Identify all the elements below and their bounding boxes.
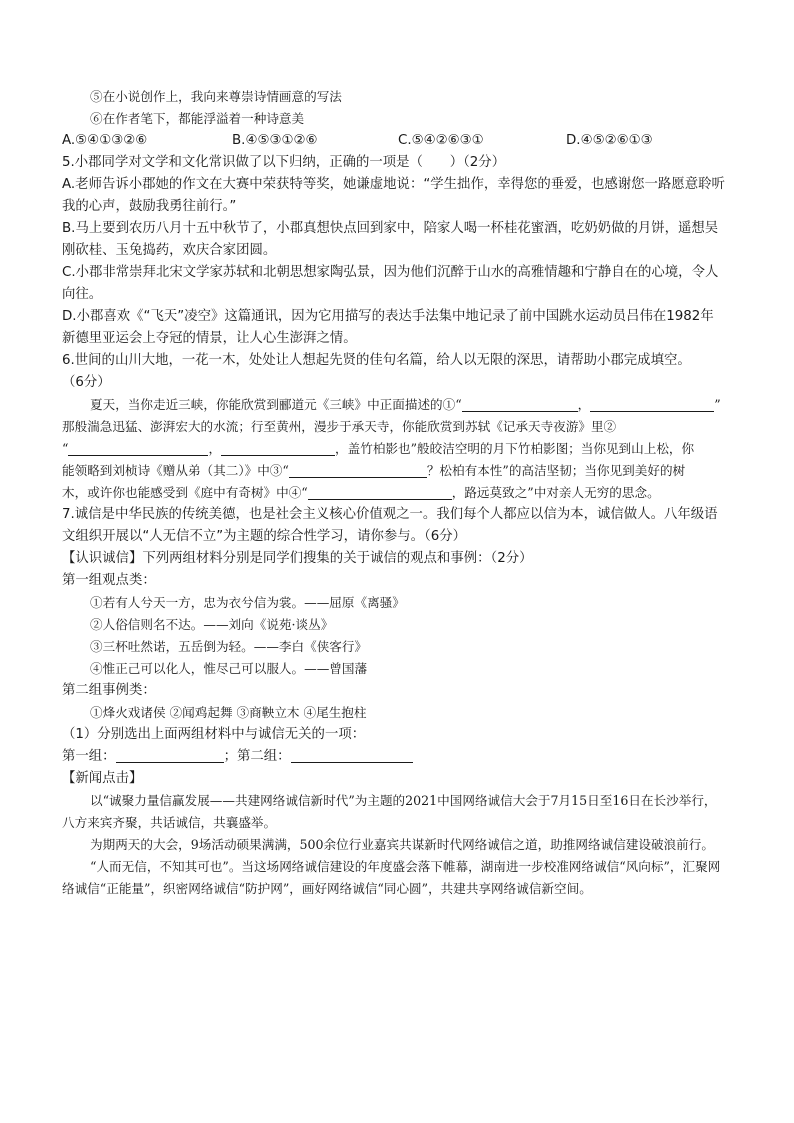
q7-group-1-item-3: ③三杯吐然诺，五岳倒为轻。——李白《侠客行》	[90, 639, 368, 654]
q7-group-2-items: ①烽火戏诸侯 ②闻鸡起舞 ③商鞅立木 ④尾生抱柱	[90, 705, 367, 720]
q4-options	[62, 130, 726, 152]
q7-sub-question-1: （1）分别选出上面两组材料中与诚信无关的一项：	[62, 727, 366, 742]
q5-option-c[interactable]: C.小郡非常崇拜北宋文学家苏轼和北朝思想家陶弘景，因为他们沉醉于山水的高雅情趣和宁静自在的心境，令人向往。	[62, 265, 719, 302]
exam-page	[62, 86, 726, 900]
blank-1b[interactable]	[590, 397, 714, 412]
q4-option-c[interactable]: C.⑤④②⑥③①	[398, 133, 484, 148]
q5-option-d[interactable]: D.小郡喜欢《“飞天”凌空》这篇通讯，因为它用描写的表达手法集中地记录了前中国跳水运动员吕伟在1982年新德里亚运会上夺冠的情景，让人心生澎湃之情。	[62, 309, 714, 346]
blank-2b[interactable]	[221, 441, 335, 456]
q7-stem: 7.诚信是中华民族的传统美德，也是社会主义核心价值观之一。我们每个人都应以信为本，诚信做人。八年级语文组织开展以“人无信不立”为主题的综合性学习，请你参与。（6分）	[62, 507, 718, 544]
q7-group-1-item-4: ④惟正己可以化人，惟尽己可以服人。——曾国藩	[90, 661, 368, 676]
q7-group-2-title: 第二组事例类：	[62, 683, 156, 698]
q7-news-paragraph-3: “人而无信，不知其可也”。当这场网络诚信建设的年度盛会落下帷幕，湖南进一步校准网络诚信“风向标”，汇聚网络诚信“正能量”，织密网络诚信“防护网”，画好网络诚信“同心圆”，共建共享网络诚信新空间。	[62, 859, 721, 896]
q4-option-a[interactable]: A.⑤④①③②⑥	[62, 133, 148, 148]
answer-blank-group-1[interactable]	[116, 748, 224, 763]
q7-sub-question-1-answer: 第一组： ；第二组：	[62, 746, 726, 768]
q4-item-6: ⑥在作者笔下，都能浮溢着一种诗意美	[90, 111, 305, 126]
q6-score: （6分）	[62, 375, 111, 390]
q7-group-1-item-1: ①若有人兮天一方，忠为衣兮信为裳。——屈原《离骚》	[90, 595, 405, 610]
q6-line-1: 夏天，当你走近三峡，你能欣赏到郦道元《三峡》中正面描述的①“ ， ”	[90, 397, 721, 412]
q5-option-b[interactable]: B.马上要到农历八月十五中秋节了，小郡真想快点回到家中，陪家人喝一杯桂花蜜酒，吃奶奶做的月饼，遥想吴刚砍桂、玉兔捣药，欢庆合家团圆。	[62, 221, 719, 258]
q7-news-title: 【新闻点击】	[62, 771, 143, 786]
q6-stem: 6.世间的山川大地，一花一木，处处让人想起先贤的佳句名篇，给人以无限的深思，请帮助小郡完成填空。	[62, 353, 691, 368]
blank-4[interactable]	[308, 485, 452, 500]
q4-item-5: ⑤在小说创作上，我向来尊崇诗情画意的写法	[90, 89, 342, 104]
blank-3[interactable]	[289, 463, 427, 478]
q6-line-3: “ ， ，盖竹柏影也”般皎洁空明的月下竹柏影图；当你见到山上松，你	[62, 441, 695, 456]
q7-section-1-title: 【认识诚信】下列两组材料分别是同学们搜集的关于诚信的观点和事例：（2分）	[62, 551, 533, 566]
q4-option-d[interactable]: D.④⑤②⑥①③	[566, 133, 653, 148]
answer-blank-group-2[interactable]	[291, 748, 413, 763]
q7-news-paragraph-1: 以“诚聚力量信赢发展——共建网络诚信新时代”为主题的2021中国网络诚信大会于7月15日至16日在长沙举行，八方来宾齐聚，共话诚信，共襄盛举。	[62, 793, 717, 830]
q6-line-4: 能领略到刘桢诗《赠从弟（其二）》中③“ ？松柏有本性”的高洁坚韧；当你见到美好的树	[62, 463, 686, 478]
q7-news-paragraph-2: 为期两天的大会，9场活动硕果满满，500余位行业嘉宾共谋新时代网络诚信之道，助推网络诚信建设破浪前行。	[90, 837, 714, 852]
q7-group-1-title: 第一组观点类：	[62, 573, 156, 588]
q6-line-2: 那般湍急迅猛、澎湃宏大的水流；行至黄州，漫步于承天寺，你能欣赏到苏轼《记承天寺夜游》里②	[62, 419, 617, 434]
blank-1a[interactable]	[462, 397, 578, 412]
q7-group-1-item-2: ②人俗信则名不达。——刘向《说苑·谈丛》	[90, 617, 334, 632]
blank-2a[interactable]	[68, 441, 208, 456]
q5-stem: 5.小郡同学对文学和文化常识做了以下归纳，正确的一项是（ ）（2分）	[62, 155, 506, 170]
q6-line-5: 木，或许你也能感受到《庭中有奇树》中④“ ，路远莫致之”中对亲人无穷的思念。	[62, 485, 660, 500]
q4-option-b[interactable]: B.④⑤③①②⑥	[232, 133, 318, 148]
q5-option-a[interactable]: A.老师告诉小郡她的作文在大赛中荣获特等奖，她谦虚地说：“学生拙作，幸得您的垂爱，也感谢您一路愿意聆听我的心声，鼓励我勇往前行。”	[62, 177, 725, 214]
